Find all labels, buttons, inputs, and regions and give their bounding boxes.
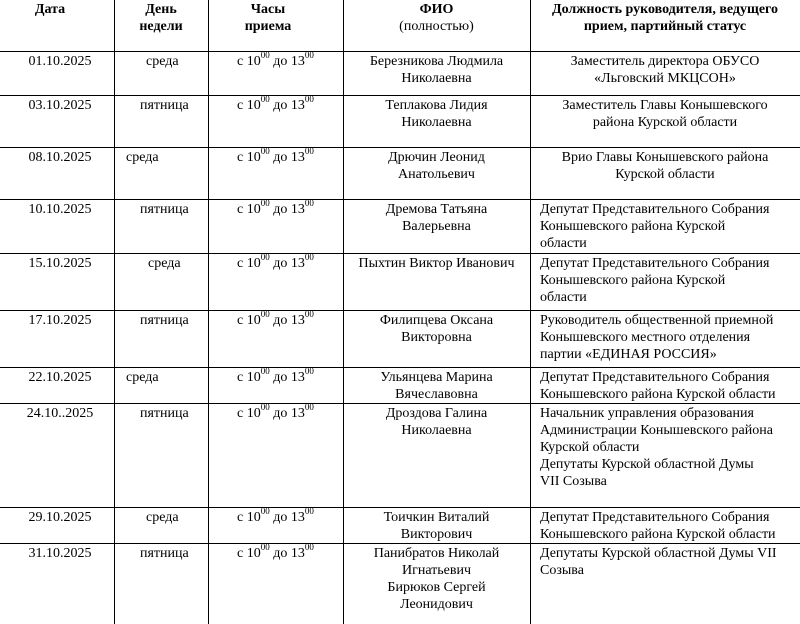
hours-middle: до 13 (269, 510, 305, 525)
header-fio-line1: ФИО (419, 2, 454, 17)
cell-fio (343, 149, 530, 183)
cell-weekday: среда (148, 256, 181, 271)
position-line: Заместитель Главы Конышевского (562, 98, 768, 113)
row-divider (0, 543, 800, 544)
cell-weekday: пятница (140, 406, 189, 421)
position-line: области (540, 290, 587, 305)
cell-position (530, 97, 800, 131)
hours-sup-end: 00 (304, 506, 314, 517)
cell-fio (343, 255, 530, 272)
fio-line: Викторович (400, 527, 473, 542)
cell-fio (343, 312, 530, 346)
hours-sup-start: 00 (260, 252, 270, 263)
fio-line: Теплакова Лидия (385, 98, 488, 113)
position-line: Депутаты Курской областной Думы (540, 457, 754, 472)
position-line: Конышевского района Курской области (540, 387, 776, 402)
col-divider (530, 0, 531, 624)
position-line: Конышевского района Курской (540, 273, 726, 288)
fio-line: Березникова Людмила (369, 54, 504, 69)
cell-weekday: пятница (140, 313, 189, 328)
fio-line: Леонидович (400, 597, 473, 612)
cell-date: 17.10.2025 (28, 313, 92, 328)
cell-hours (237, 252, 314, 272)
header-position-line1: Должность руководителя, ведущего (551, 2, 779, 17)
hours-prefix: с 10 (237, 54, 261, 69)
cell-fio (343, 545, 530, 613)
row-divider (0, 147, 800, 148)
cell-hours (237, 366, 314, 386)
row-divider (0, 253, 800, 254)
cell-date: 31.10.2025 (28, 546, 92, 561)
cell-hours (237, 542, 314, 562)
row-divider (0, 199, 800, 200)
cell-position (540, 312, 800, 363)
hours-sup-end: 00 (304, 402, 314, 413)
hours-sup-end: 00 (304, 146, 314, 157)
fio-line: Валерьевна (402, 219, 471, 234)
position-line: VII Созыва (540, 474, 607, 489)
position-line: Депутат Представительного Собрания (540, 370, 770, 385)
cell-weekday: среда (126, 370, 159, 385)
cell-weekday: среда (146, 510, 179, 525)
cell-date: 08.10.2025 (28, 150, 92, 165)
position-line: Депутат Представительного Собрания (540, 510, 770, 525)
hours-sup-start: 00 (260, 94, 270, 105)
cell-hours (237, 506, 314, 526)
row-divider (0, 51, 800, 52)
cell-date: 29.10.2025 (28, 510, 92, 525)
row-divider (0, 310, 800, 311)
cell-fio (343, 97, 530, 131)
position-line: Конышевского района Курской области (540, 527, 776, 542)
cell-hours (237, 198, 314, 218)
cell-date: 24.10..2025 (26, 406, 94, 421)
cell-date: 10.10.2025 (28, 202, 92, 217)
fio-line: Пыхтин Виктор Иванович (358, 256, 515, 271)
hours-sup-end: 00 (304, 366, 314, 377)
fio-line: Панибратов Николай (373, 546, 500, 561)
fio-line: Николаевна (401, 71, 472, 86)
hours-prefix: с 10 (237, 546, 261, 561)
hours-sup-end: 00 (304, 94, 314, 105)
fio-line: Николаевна (401, 423, 472, 438)
cell-position (540, 369, 800, 403)
fio-line: Викторовна (401, 330, 472, 345)
position-line: Врио Главы Конышевского района (561, 150, 769, 165)
hours-prefix: с 10 (237, 406, 261, 421)
col-divider (208, 0, 209, 624)
position-line: Депутат Представительного Собрания (540, 256, 770, 271)
hours-middle: до 13 (269, 370, 305, 385)
position-line: области (540, 236, 587, 251)
cell-position (530, 53, 800, 87)
hours-middle: до 13 (269, 256, 305, 271)
header-position (530, 1, 800, 35)
hours-sup-start: 00 (260, 542, 270, 553)
fio-line: Вячеславовна (395, 387, 478, 402)
cell-fio (343, 405, 530, 439)
fio-line: Бирюков Сергей (387, 580, 486, 595)
cell-hours (237, 94, 314, 114)
row-divider (0, 507, 800, 508)
cell-weekday: среда (146, 54, 179, 69)
cell-fio (343, 509, 530, 543)
header-date: Дата (34, 2, 66, 17)
hours-sup-start: 00 (260, 366, 270, 377)
position-line: Администрации Конышевского района (540, 423, 773, 438)
hours-sup-start: 00 (260, 146, 270, 157)
position-line: Конышевского местного отделения (540, 330, 751, 345)
hours-sup-start: 00 (260, 309, 270, 320)
hours-sup-start: 00 (260, 402, 270, 413)
hours-prefix: с 10 (237, 370, 261, 385)
cell-position (540, 201, 800, 252)
hours-sup-end: 00 (304, 252, 314, 263)
cell-date: 01.10.2025 (28, 54, 92, 69)
cell-position (540, 509, 800, 543)
fio-line: Дроздова Галина (385, 406, 488, 421)
hours-middle: до 13 (269, 406, 305, 421)
hours-prefix: с 10 (237, 510, 261, 525)
cell-position (530, 149, 800, 183)
hours-middle: до 13 (269, 54, 305, 69)
hours-prefix: с 10 (237, 256, 261, 271)
header-fio-line2: (полностью) (399, 19, 474, 34)
header-fio (343, 1, 530, 35)
cell-weekday: среда (126, 150, 159, 165)
position-line: Курской области (615, 167, 715, 182)
cell-date: 22.10.2025 (28, 370, 92, 385)
position-line: Конышевского района Курской (540, 219, 726, 234)
cell-position (540, 405, 800, 490)
cell-position (540, 545, 800, 579)
header-hours-line2: приема (244, 19, 292, 34)
hours-prefix: с 10 (237, 98, 261, 113)
hours-sup-end: 00 (304, 309, 314, 320)
cell-fio (343, 369, 530, 403)
hours-sup-start: 00 (260, 50, 270, 61)
cell-weekday: пятница (140, 546, 189, 561)
cell-date: 15.10.2025 (28, 256, 92, 271)
position-line: Созыва (540, 563, 584, 578)
header-hours-line1: Часы (250, 2, 286, 17)
hours-sup-start: 00 (260, 198, 270, 209)
fio-line: Игнатьевич (401, 563, 472, 578)
position-line: Депутат Представительного Собрания (540, 202, 770, 217)
fio-line: Анатольевич (398, 167, 475, 182)
cell-fio (343, 201, 530, 235)
position-line: Депутаты Курской областной Думы VII (540, 546, 777, 561)
cell-weekday: пятница (140, 98, 189, 113)
position-line: Начальник управления образования (540, 406, 754, 421)
hours-prefix: с 10 (237, 150, 261, 165)
cell-hours (237, 309, 314, 329)
row-divider (0, 403, 800, 404)
header-weekday (114, 1, 208, 35)
fio-line: Филипцева Оксана (379, 313, 494, 328)
hours-prefix: с 10 (237, 202, 261, 217)
row-divider (0, 367, 800, 368)
hours-middle: до 13 (269, 150, 305, 165)
cell-position (540, 255, 800, 306)
position-line: «Льговский МКЦСОН» (594, 71, 736, 86)
hours-middle: до 13 (269, 313, 305, 328)
fio-line: Дремова Татьяна (385, 202, 488, 217)
hours-sup-end: 00 (304, 50, 314, 61)
position-line: Курской области (540, 440, 640, 455)
hours-sup-start: 00 (260, 506, 270, 517)
fio-line: Тоичкин Виталий (383, 510, 490, 525)
hours-sup-end: 00 (304, 198, 314, 209)
header-weekday-line1: День (145, 2, 177, 17)
position-line: Руководитель общественной приемной (540, 313, 774, 328)
header-hours (208, 1, 328, 35)
cell-hours (237, 50, 314, 70)
hours-middle: до 13 (269, 546, 305, 561)
cell-weekday: пятница (140, 202, 189, 217)
header-weekday-line2: недели (139, 19, 183, 34)
hours-sup-end: 00 (304, 542, 314, 553)
position-line: партии «ЕДИНАЯ РОССИЯ» (540, 347, 717, 362)
hours-middle: до 13 (269, 202, 305, 217)
hours-middle: до 13 (269, 98, 305, 113)
position-line: района Курской области (592, 115, 738, 130)
cell-hours (237, 146, 314, 166)
hours-prefix: с 10 (237, 313, 261, 328)
fio-line: Дрючин Леонид (388, 150, 485, 165)
header-position-line2: прием, партийный статус (583, 19, 747, 34)
position-line: Заместитель директора ОБУСО (570, 54, 760, 69)
fio-line: Ульянцева Марина (380, 370, 493, 385)
cell-fio (343, 53, 530, 87)
fio-line: Николаевна (401, 115, 472, 130)
row-divider (0, 95, 800, 96)
cell-date: 03.10.2025 (28, 98, 92, 113)
cell-hours (237, 402, 314, 422)
